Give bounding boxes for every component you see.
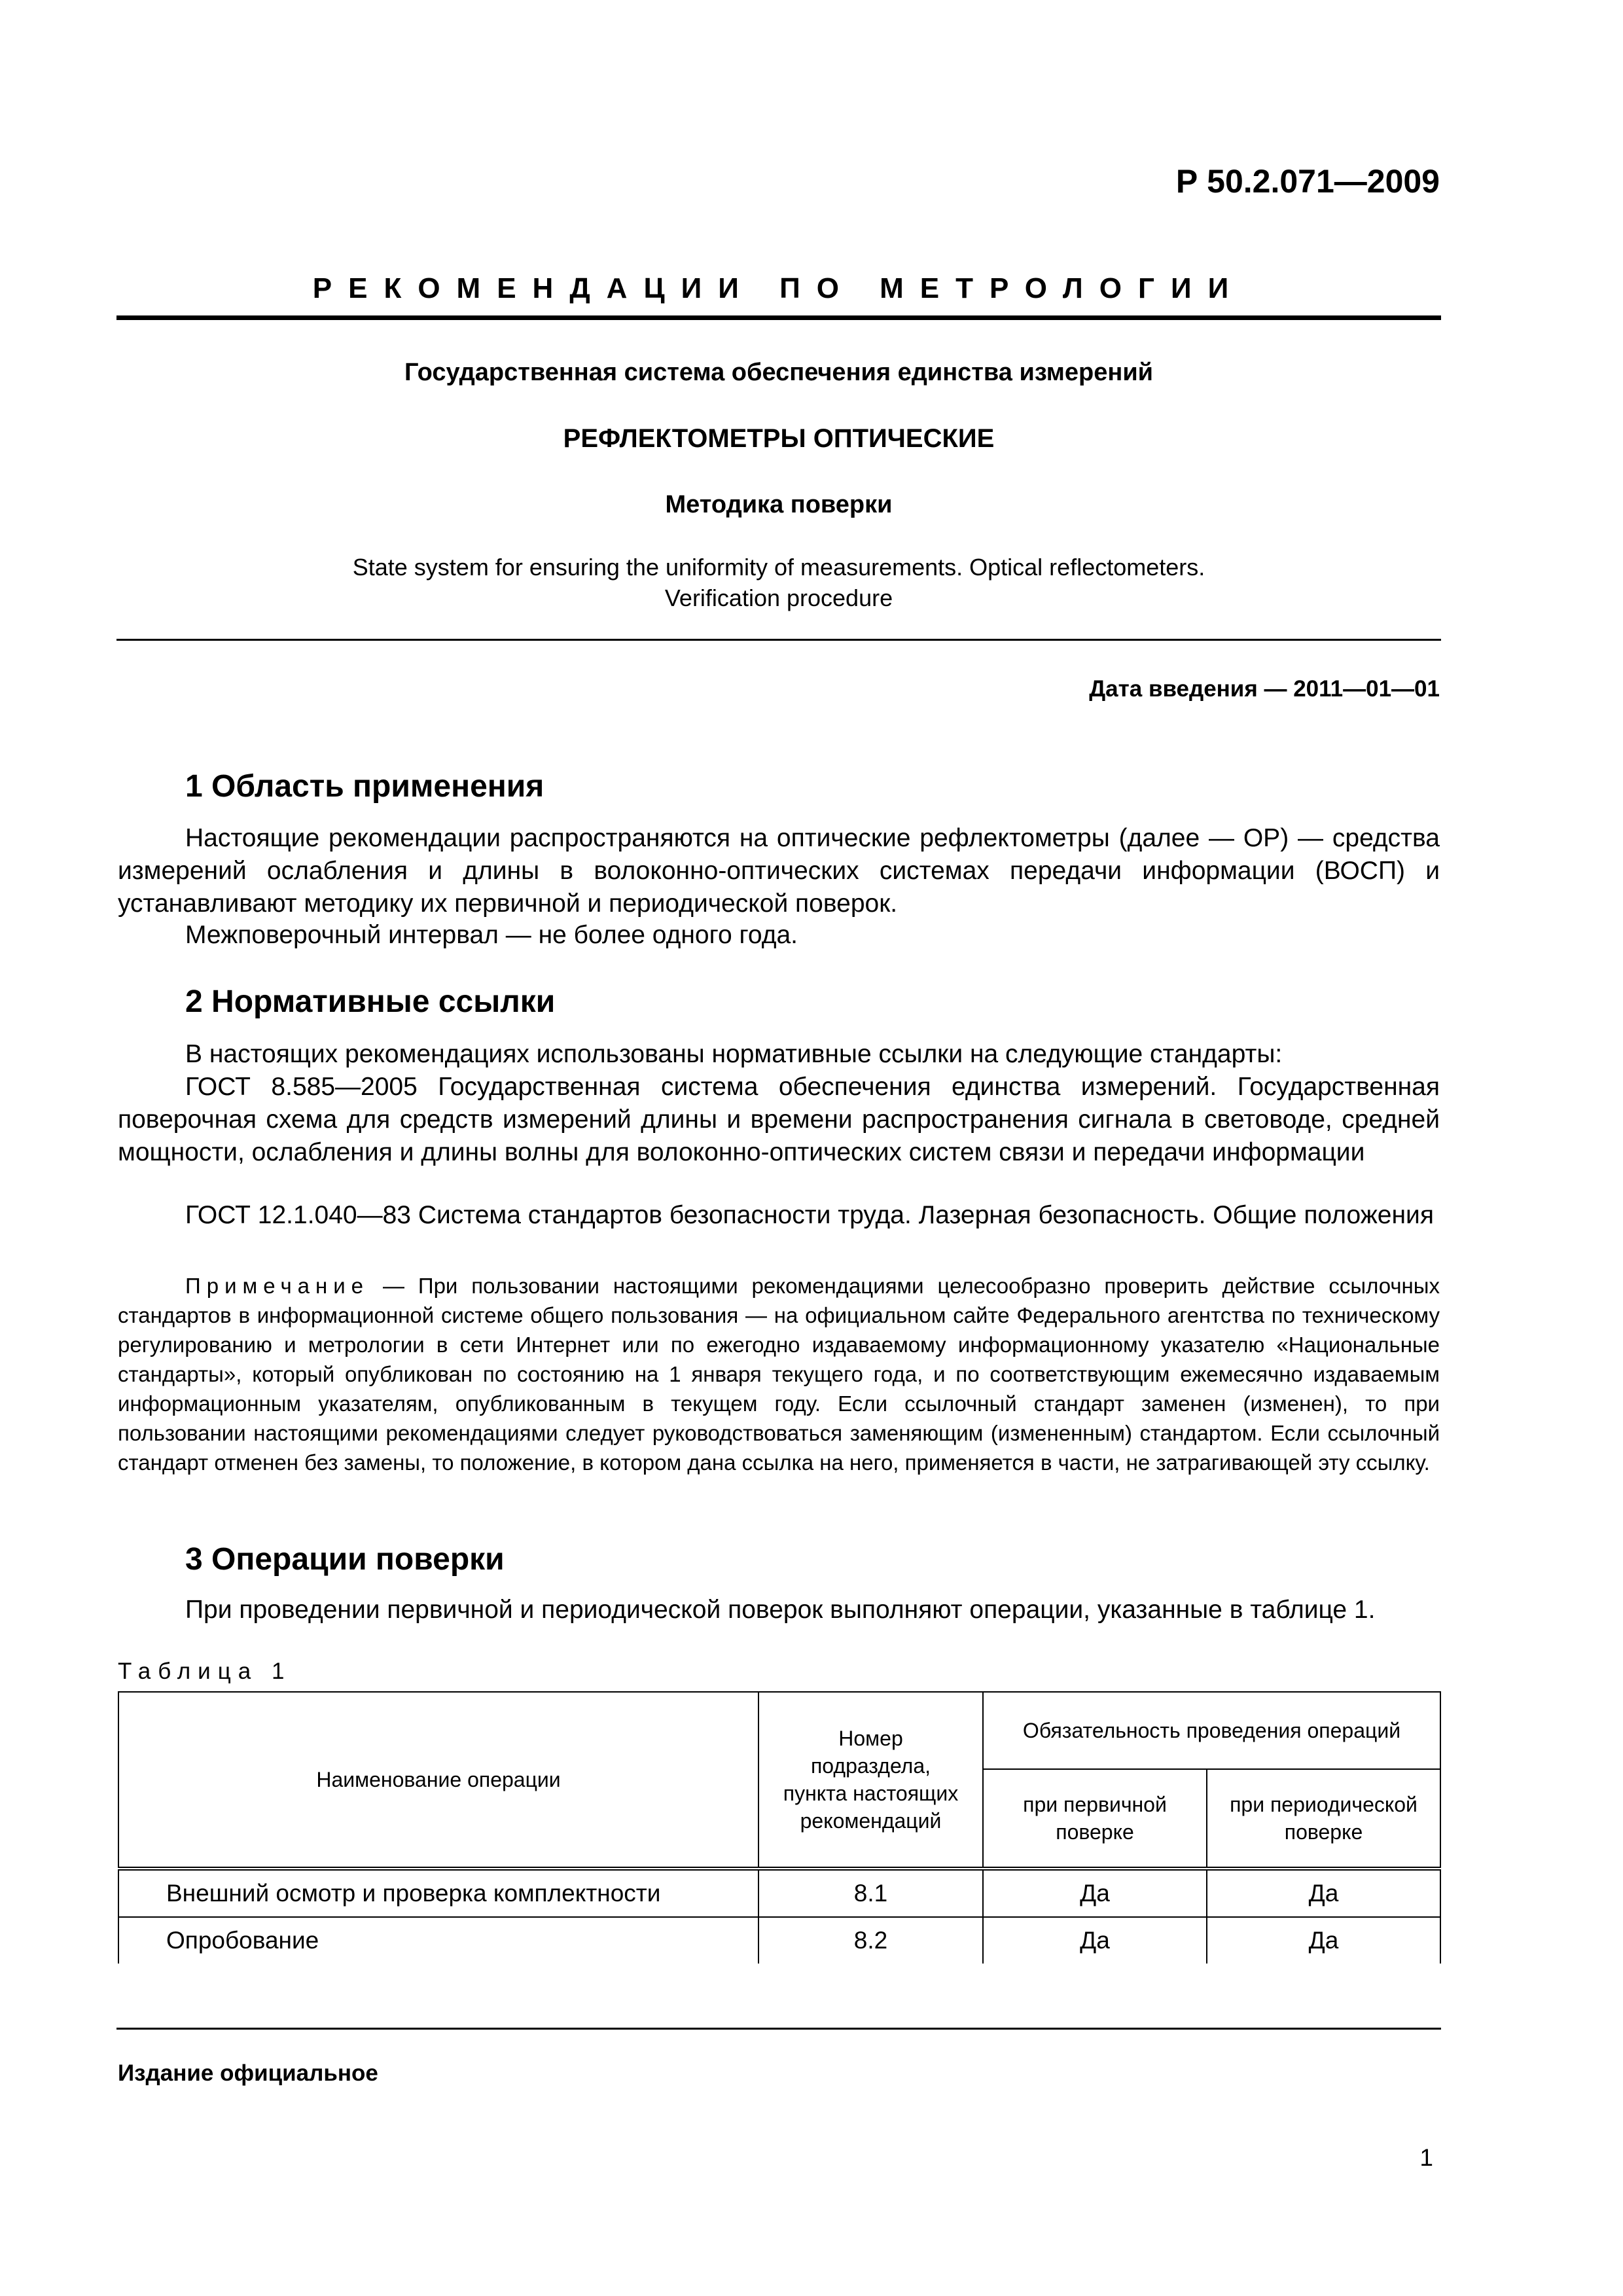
table-row (118, 1917, 1440, 1964)
table-caption: Таблица 1 (118, 1659, 292, 1684)
header-obligation: Обязательность проведения операций (983, 1692, 1440, 1769)
english-title-line1: State system for ensuring the uniformity of measurements. Optical reflectometers. (352, 554, 1205, 581)
cell-number: 8.2 (758, 1917, 983, 1964)
cell-number: 8.1 (758, 1869, 983, 1917)
section-3-heading: 3 Операции поверки (185, 1542, 505, 1577)
section-2-reference-2: ГОСТ 12.1.040—83 Система стандартов безопасности труда. Лазерная безопасность. Общие положения (185, 1201, 1434, 1229)
english-title-line2: Verification procedure (664, 584, 893, 611)
introduction-date: Дата введения — 2011—01—01 (1089, 676, 1440, 702)
section-3-paragraph-1: При проведении первичной и периодической поверок выполняют операции, указанные в таблице 1. (185, 1596, 1376, 1624)
section-1-heading: 1 Область применения (185, 769, 544, 804)
document-title: РЕФЛЕКТОМЕТРЫ ОПТИЧЕСКИЕ (563, 424, 995, 453)
header-periodic: при периодической поверке (1207, 1769, 1440, 1869)
section-2-note (118, 1271, 1440, 1477)
footer-rule (116, 2028, 1441, 2030)
cell-operation: Опробование (118, 1917, 758, 1964)
header-operation-name: Наименование операции (118, 1692, 758, 1869)
section-1-paragraph-1: Настоящие рекомендации распространяются на оптические рефлектометры (далее — ОР) — средства измерений ослабления и длины в волоконно-оптических системах передачи информации (ВОСП) и устанавливают методику их первичной и периодической поверок. (118, 824, 1440, 918)
cell-periodic: Да (1207, 1917, 1440, 1964)
header-primary: при первичной поверке (983, 1769, 1207, 1869)
official-edition-label: Издание официальное (118, 2060, 378, 2086)
operations-table (118, 1691, 1441, 1964)
cell-operation: Внешний осмотр и проверка комплектности (118, 1869, 758, 1917)
section-1-paragraph-2: Межповерочный интервал — не более одного года. (185, 921, 798, 949)
title-rule (116, 639, 1441, 641)
document-subtitle: Методика поверки (665, 491, 893, 518)
header-section-number: Номер подраздела, пункта настоящих рекомендаций (758, 1692, 983, 1869)
note-label: Примечание (185, 1274, 370, 1298)
section-2-paragraph-1: В настоящих рекомендациях использованы нормативные ссылки на следующие стандарты: (185, 1040, 1283, 1068)
system-title: Государственная система обеспечения единства измерений (404, 359, 1154, 386)
series-title: РЕКОМЕНДАЦИИ ПО МЕТРОЛОГИИ (312, 272, 1245, 304)
document-code: Р 50.2.071—2009 (1175, 163, 1440, 200)
cell-primary: Да (983, 1869, 1207, 1917)
section-2-heading: 2 Нормативные ссылки (185, 984, 556, 1019)
table-row (118, 1869, 1440, 1917)
cell-periodic: Да (1207, 1869, 1440, 1917)
header-rule (116, 315, 1441, 320)
cell-primary: Да (983, 1917, 1207, 1964)
section-2-reference-1: ГОСТ 8.585—2005 Государственная система обеспечения единства измерений. Государственная поверочная схема для средств измерений длины и времени распространения сигнала в световоде, средней мощности, ослабления и длины волны для волоконно-оптических систем связи и передачи информации (118, 1073, 1440, 1166)
note-text: — При пользовании настоящими рекомендациями целесообразно проверить действие ссылочных стандартов в информационной системе общего пользования — на официальном сайте Федерального агентства по техническому регулированию и метрологии в сети Интернет или по ежегодно издаваемому информационному указателю «Национальные стандарты», который опубликован по состоянию на 1 января текущего года, и по соответствующим ежемесячно издаваемым информационным указателям, опубликованным в текущем году. Если ссылочный стандарт заменен (изменен), то при пользовании настоящими рекомендациями следует руководствоваться заменяющим (измененным) стандартом. Если ссылочный стандарт отменен без замены, то положение, в котором дана ссылка на него, применяется в части, не затрагивающей эту ссылку. (118, 1274, 1440, 1475)
page-number: 1 (1419, 2144, 1433, 2171)
